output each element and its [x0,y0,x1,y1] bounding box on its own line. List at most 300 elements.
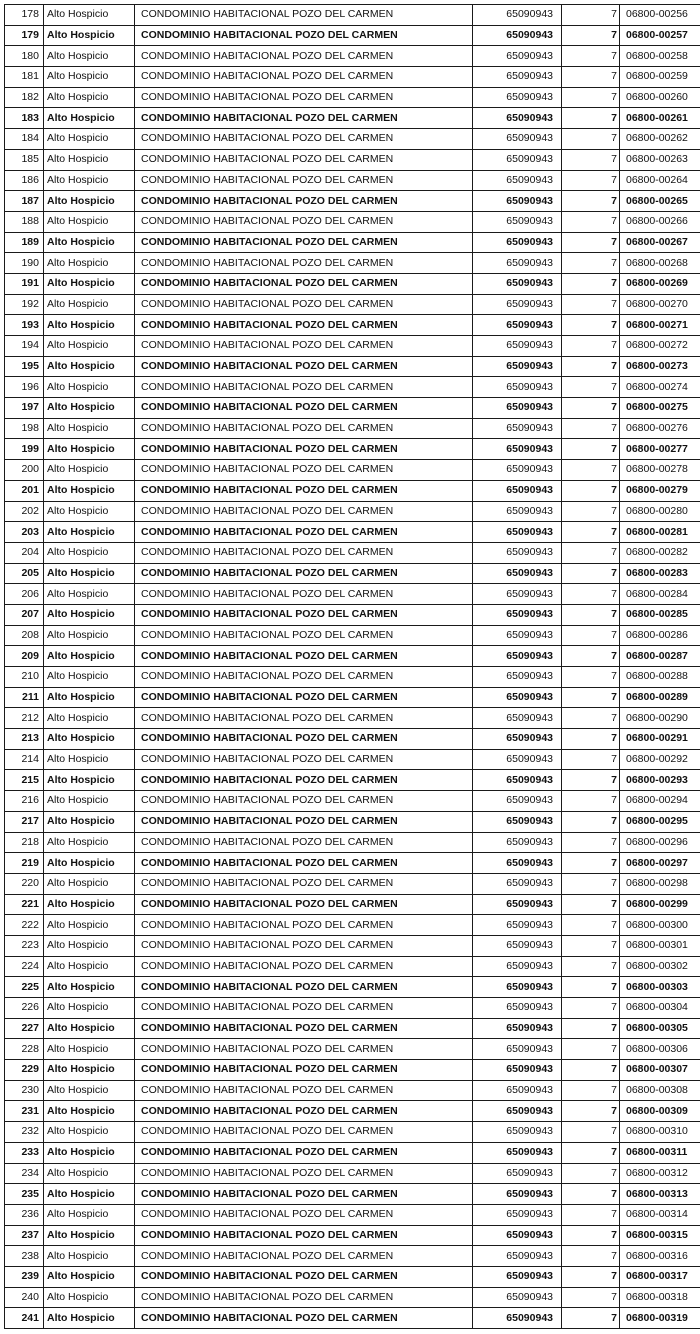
reference-code-cell: 06800-00269 [620,273,700,294]
commune-cell: Alto Hospicio [44,791,135,812]
reference-code-cell: 06800-00317 [620,1266,700,1287]
row-number: 181 [5,67,44,88]
property-code-cell: 65090943 [473,915,562,936]
property-register-table [4,4,700,1329]
property-code-cell: 65090943 [473,1287,562,1308]
reference-code-cell: 06800-00257 [620,25,700,46]
row-number: 192 [5,294,44,315]
property-code-cell: 65090943 [473,1308,562,1329]
row-number: 218 [5,832,44,853]
reference-code-cell: 06800-00278 [620,460,700,481]
property-code-cell: 65090943 [473,791,562,812]
reference-code-cell: 06800-00259 [620,67,700,88]
reference-code-cell: 06800-00263 [620,149,700,170]
reference-code-cell: 06800-00298 [620,873,700,894]
commune-cell: Alto Hospicio [44,1246,135,1267]
row-number: 213 [5,729,44,750]
commune-cell: Alto Hospicio [44,1287,135,1308]
quantity-cell: 7 [562,232,620,253]
table-row [5,1142,700,1163]
property-name-cell: CONDOMINIO HABITACIONAL POZO DEL CARMEN [135,1142,473,1163]
quantity-cell: 7 [562,1246,620,1267]
reference-code-cell: 06800-00277 [620,439,700,460]
property-code-cell: 65090943 [473,873,562,894]
row-number: 219 [5,853,44,874]
property-name-cell: CONDOMINIO HABITACIONAL POZO DEL CARMEN [135,356,473,377]
quantity-cell: 7 [562,129,620,150]
reference-code-cell: 06800-00279 [620,480,700,501]
property-code-cell: 65090943 [473,1080,562,1101]
property-code-cell: 65090943 [473,832,562,853]
quantity-cell: 7 [562,998,620,1019]
commune-cell: Alto Hospicio [44,211,135,232]
quantity-cell: 7 [562,791,620,812]
quantity-cell: 7 [562,501,620,522]
property-code-cell: 65090943 [473,67,562,88]
reference-code-cell: 06800-00276 [620,418,700,439]
row-number: 240 [5,1287,44,1308]
row-number: 194 [5,336,44,357]
property-name-cell: CONDOMINIO HABITACIONAL POZO DEL CARMEN [135,273,473,294]
property-code-cell: 65090943 [473,749,562,770]
property-code-cell: 65090943 [473,5,562,26]
table-row [5,729,700,750]
property-code-cell: 65090943 [473,1163,562,1184]
table-body [5,5,700,1329]
reference-code-cell: 06800-00285 [620,604,700,625]
table-row [5,998,700,1019]
reference-code-cell: 06800-00286 [620,625,700,646]
property-name-cell: CONDOMINIO HABITACIONAL POZO DEL CARMEN [135,998,473,1019]
table-row [5,1039,700,1060]
reference-code-cell: 06800-00296 [620,832,700,853]
row-number: 239 [5,1266,44,1287]
reference-code-cell: 06800-00284 [620,584,700,605]
table-row [5,522,700,543]
property-name-cell: CONDOMINIO HABITACIONAL POZO DEL CARMEN [135,1101,473,1122]
property-code-cell: 65090943 [473,1142,562,1163]
reference-code-cell: 06800-00300 [620,915,700,936]
commune-cell: Alto Hospicio [44,667,135,688]
reference-code-cell: 06800-00314 [620,1204,700,1225]
table-row [5,1018,700,1039]
quantity-cell: 7 [562,377,620,398]
quantity-cell: 7 [562,646,620,667]
row-number: 195 [5,356,44,377]
commune-cell: Alto Hospicio [44,315,135,336]
table-row [5,108,700,129]
quantity-cell: 7 [562,563,620,584]
table-row [5,770,700,791]
reference-code-cell: 06800-00267 [620,232,700,253]
table-row [5,935,700,956]
property-code-cell: 65090943 [473,646,562,667]
property-name-cell: CONDOMINIO HABITACIONAL POZO DEL CARMEN [135,729,473,750]
commune-cell: Alto Hospicio [44,998,135,1019]
table-row [5,1204,700,1225]
table-row [5,418,700,439]
commune-cell: Alto Hospicio [44,1080,135,1101]
table-row [5,708,700,729]
property-name-cell: CONDOMINIO HABITACIONAL POZO DEL CARMEN [135,522,473,543]
property-code-cell: 65090943 [473,315,562,336]
reference-code-cell: 06800-00260 [620,87,700,108]
row-number: 231 [5,1101,44,1122]
reference-code-cell: 06800-00266 [620,211,700,232]
row-number: 198 [5,418,44,439]
quantity-cell: 7 [562,542,620,563]
property-code-cell: 65090943 [473,1101,562,1122]
quantity-cell: 7 [562,687,620,708]
reference-code-cell: 06800-00258 [620,46,700,67]
reference-code-cell: 06800-00306 [620,1039,700,1060]
row-number: 233 [5,1142,44,1163]
reference-code-cell: 06800-00262 [620,129,700,150]
row-number: 225 [5,977,44,998]
quantity-cell: 7 [562,811,620,832]
reference-code-cell: 06800-00299 [620,894,700,915]
commune-cell: Alto Hospicio [44,1184,135,1205]
reference-code-cell: 06800-00268 [620,253,700,274]
property-name-cell: CONDOMINIO HABITACIONAL POZO DEL CARMEN [135,439,473,460]
row-number: 234 [5,1163,44,1184]
table-row [5,687,700,708]
quantity-cell: 7 [562,356,620,377]
property-name-cell: CONDOMINIO HABITACIONAL POZO DEL CARMEN [135,336,473,357]
quantity-cell: 7 [562,522,620,543]
reference-code-cell: 06800-00256 [620,5,700,26]
property-code-cell: 65090943 [473,956,562,977]
property-name-cell: CONDOMINIO HABITACIONAL POZO DEL CARMEN [135,832,473,853]
commune-cell: Alto Hospicio [44,977,135,998]
quantity-cell: 7 [562,1184,620,1205]
property-code-cell: 65090943 [473,439,562,460]
table-row [5,1287,700,1308]
commune-cell: Alto Hospicio [44,1204,135,1225]
property-code-cell: 65090943 [473,25,562,46]
row-number: 191 [5,273,44,294]
table-row [5,542,700,563]
property-name-cell: CONDOMINIO HABITACIONAL POZO DEL CARMEN [135,1246,473,1267]
table-row [5,977,700,998]
property-name-cell: CONDOMINIO HABITACIONAL POZO DEL CARMEN [135,501,473,522]
commune-cell: Alto Hospicio [44,625,135,646]
quantity-cell: 7 [562,667,620,688]
commune-cell: Alto Hospicio [44,749,135,770]
commune-cell: Alto Hospicio [44,398,135,419]
table-row [5,232,700,253]
property-code-cell: 65090943 [473,232,562,253]
property-code-cell: 65090943 [473,336,562,357]
property-code-cell: 65090943 [473,1039,562,1060]
table-row [5,646,700,667]
reference-code-cell: 06800-00287 [620,646,700,667]
property-code-cell: 65090943 [473,584,562,605]
property-code-cell: 65090943 [473,108,562,129]
row-number: 210 [5,667,44,688]
quantity-cell: 7 [562,604,620,625]
quantity-cell: 7 [562,729,620,750]
reference-code-cell: 06800-00312 [620,1163,700,1184]
commune-cell: Alto Hospicio [44,935,135,956]
property-name-cell: CONDOMINIO HABITACIONAL POZO DEL CARMEN [135,1018,473,1039]
row-number: 212 [5,708,44,729]
row-number: 223 [5,935,44,956]
property-name-cell: CONDOMINIO HABITACIONAL POZO DEL CARMEN [135,25,473,46]
row-number: 190 [5,253,44,274]
row-number: 193 [5,315,44,336]
quantity-cell: 7 [562,1122,620,1143]
table-row [5,273,700,294]
commune-cell: Alto Hospicio [44,67,135,88]
property-code-cell: 65090943 [473,1225,562,1246]
quantity-cell: 7 [562,191,620,212]
commune-cell: Alto Hospicio [44,1225,135,1246]
quantity-cell: 7 [562,1060,620,1081]
reference-code-cell: 06800-00308 [620,1080,700,1101]
property-code-cell: 65090943 [473,398,562,419]
property-name-cell: CONDOMINIO HABITACIONAL POZO DEL CARMEN [135,191,473,212]
quantity-cell: 7 [562,977,620,998]
commune-cell: Alto Hospicio [44,418,135,439]
quantity-cell: 7 [562,108,620,129]
commune-cell: Alto Hospicio [44,687,135,708]
property-code-cell: 65090943 [473,1204,562,1225]
property-name-cell: CONDOMINIO HABITACIONAL POZO DEL CARMEN [135,687,473,708]
quantity-cell: 7 [562,956,620,977]
property-code-cell: 65090943 [473,294,562,315]
commune-cell: Alto Hospicio [44,811,135,832]
quantity-cell: 7 [562,460,620,481]
commune-cell: Alto Hospicio [44,377,135,398]
property-code-cell: 65090943 [473,604,562,625]
reference-code-cell: 06800-00309 [620,1101,700,1122]
commune-cell: Alto Hospicio [44,129,135,150]
row-number: 221 [5,894,44,915]
property-name-cell: CONDOMINIO HABITACIONAL POZO DEL CARMEN [135,170,473,191]
property-name-cell: CONDOMINIO HABITACIONAL POZO DEL CARMEN [135,67,473,88]
table-row [5,5,700,26]
property-name-cell: CONDOMINIO HABITACIONAL POZO DEL CARMEN [135,232,473,253]
row-number: 207 [5,604,44,625]
row-number: 202 [5,501,44,522]
row-number: 214 [5,749,44,770]
reference-code-cell: 06800-00282 [620,542,700,563]
row-number: 237 [5,1225,44,1246]
property-code-cell: 65090943 [473,935,562,956]
row-number: 236 [5,1204,44,1225]
table-row [5,398,700,419]
quantity-cell: 7 [562,1018,620,1039]
property-name-cell: CONDOMINIO HABITACIONAL POZO DEL CARMEN [135,129,473,150]
property-code-cell: 65090943 [473,273,562,294]
commune-cell: Alto Hospicio [44,915,135,936]
commune-cell: Alto Hospicio [44,294,135,315]
commune-cell: Alto Hospicio [44,873,135,894]
property-name-cell: CONDOMINIO HABITACIONAL POZO DEL CARMEN [135,1039,473,1060]
reference-code-cell: 06800-00273 [620,356,700,377]
table-row [5,170,700,191]
row-number: 179 [5,25,44,46]
quantity-cell: 7 [562,1142,620,1163]
quantity-cell: 7 [562,770,620,791]
row-number: 228 [5,1039,44,1060]
property-code-cell: 65090943 [473,377,562,398]
row-number: 184 [5,129,44,150]
reference-code-cell: 06800-00280 [620,501,700,522]
property-name-cell: CONDOMINIO HABITACIONAL POZO DEL CARMEN [135,646,473,667]
table-row [5,336,700,357]
table-row [5,501,700,522]
table-row [5,67,700,88]
row-number: 232 [5,1122,44,1143]
property-name-cell: CONDOMINIO HABITACIONAL POZO DEL CARMEN [135,708,473,729]
row-number: 183 [5,108,44,129]
reference-code-cell: 06800-00303 [620,977,700,998]
row-number: 204 [5,542,44,563]
table-row [5,315,700,336]
commune-cell: Alto Hospicio [44,191,135,212]
row-number: 227 [5,1018,44,1039]
property-code-cell: 65090943 [473,811,562,832]
reference-code-cell: 06800-00307 [620,1060,700,1081]
table-row [5,356,700,377]
reference-code-cell: 06800-00310 [620,1122,700,1143]
row-number: 186 [5,170,44,191]
row-number: 215 [5,770,44,791]
reference-code-cell: 06800-00275 [620,398,700,419]
quantity-cell: 7 [562,439,620,460]
row-number: 187 [5,191,44,212]
commune-cell: Alto Hospicio [44,1101,135,1122]
quantity-cell: 7 [562,935,620,956]
row-number: 208 [5,625,44,646]
quantity-cell: 7 [562,1101,620,1122]
quantity-cell: 7 [562,1204,620,1225]
commune-cell: Alto Hospicio [44,356,135,377]
table-row [5,149,700,170]
property-code-cell: 65090943 [473,708,562,729]
property-code-cell: 65090943 [473,563,562,584]
row-number: 180 [5,46,44,67]
commune-cell: Alto Hospicio [44,460,135,481]
property-name-cell: CONDOMINIO HABITACIONAL POZO DEL CARMEN [135,460,473,481]
quantity-cell: 7 [562,1163,620,1184]
reference-code-cell: 06800-00272 [620,336,700,357]
quantity-cell: 7 [562,25,620,46]
reference-code-cell: 06800-00265 [620,191,700,212]
property-code-cell: 65090943 [473,211,562,232]
property-code-cell: 65090943 [473,770,562,791]
row-number: 235 [5,1184,44,1205]
quantity-cell: 7 [562,708,620,729]
property-code-cell: 65090943 [473,170,562,191]
reference-code-cell: 06800-00313 [620,1184,700,1205]
row-number: 222 [5,915,44,936]
property-name-cell: CONDOMINIO HABITACIONAL POZO DEL CARMEN [135,770,473,791]
row-number: 206 [5,584,44,605]
table-row [5,87,700,108]
reference-code-cell: 06800-00261 [620,108,700,129]
reference-code-cell: 06800-00319 [620,1308,700,1329]
row-number: 224 [5,956,44,977]
table-row [5,1060,700,1081]
property-code-cell: 65090943 [473,625,562,646]
row-number: 201 [5,480,44,501]
property-name-cell: CONDOMINIO HABITACIONAL POZO DEL CARMEN [135,894,473,915]
property-code-cell: 65090943 [473,522,562,543]
row-number: 209 [5,646,44,667]
property-name-cell: CONDOMINIO HABITACIONAL POZO DEL CARMEN [135,956,473,977]
commune-cell: Alto Hospicio [44,604,135,625]
property-name-cell: CONDOMINIO HABITACIONAL POZO DEL CARMEN [135,1122,473,1143]
property-code-cell: 65090943 [473,687,562,708]
reference-code-cell: 06800-00294 [620,791,700,812]
quantity-cell: 7 [562,853,620,874]
quantity-cell: 7 [562,894,620,915]
commune-cell: Alto Hospicio [44,273,135,294]
quantity-cell: 7 [562,1080,620,1101]
table-row [5,749,700,770]
table-row [5,253,700,274]
property-name-cell: CONDOMINIO HABITACIONAL POZO DEL CARMEN [135,625,473,646]
property-name-cell: CONDOMINIO HABITACIONAL POZO DEL CARMEN [135,46,473,67]
commune-cell: Alto Hospicio [44,542,135,563]
property-code-cell: 65090943 [473,1060,562,1081]
row-number: 220 [5,873,44,894]
row-number: 203 [5,522,44,543]
reference-code-cell: 06800-00295 [620,811,700,832]
row-number: 178 [5,5,44,26]
property-code-cell: 65090943 [473,977,562,998]
property-code-cell: 65090943 [473,1184,562,1205]
table-row [5,1122,700,1143]
table-row [5,604,700,625]
property-name-cell: CONDOMINIO HABITACIONAL POZO DEL CARMEN [135,853,473,874]
quantity-cell: 7 [562,149,620,170]
row-number: 185 [5,149,44,170]
row-number: 205 [5,563,44,584]
property-name-cell: CONDOMINIO HABITACIONAL POZO DEL CARMEN [135,1060,473,1081]
table-row [5,1163,700,1184]
quantity-cell: 7 [562,5,620,26]
commune-cell: Alto Hospicio [44,563,135,584]
table-row [5,1308,700,1329]
row-number: 197 [5,398,44,419]
table-row [5,832,700,853]
commune-cell: Alto Hospicio [44,149,135,170]
quantity-cell: 7 [562,749,620,770]
property-code-cell: 65090943 [473,129,562,150]
commune-cell: Alto Hospicio [44,336,135,357]
table-row [5,915,700,936]
quantity-cell: 7 [562,584,620,605]
row-number: 189 [5,232,44,253]
quantity-cell: 7 [562,253,620,274]
reference-code-cell: 06800-00270 [620,294,700,315]
reference-code-cell: 06800-00292 [620,749,700,770]
table-row [5,1225,700,1246]
property-name-cell: CONDOMINIO HABITACIONAL POZO DEL CARMEN [135,667,473,688]
quantity-cell: 7 [562,418,620,439]
table-row [5,811,700,832]
property-code-cell: 65090943 [473,1266,562,1287]
property-name-cell: CONDOMINIO HABITACIONAL POZO DEL CARMEN [135,315,473,336]
property-code-cell: 65090943 [473,149,562,170]
property-code-cell: 65090943 [473,253,562,274]
reference-code-cell: 06800-00318 [620,1287,700,1308]
table-row [5,625,700,646]
